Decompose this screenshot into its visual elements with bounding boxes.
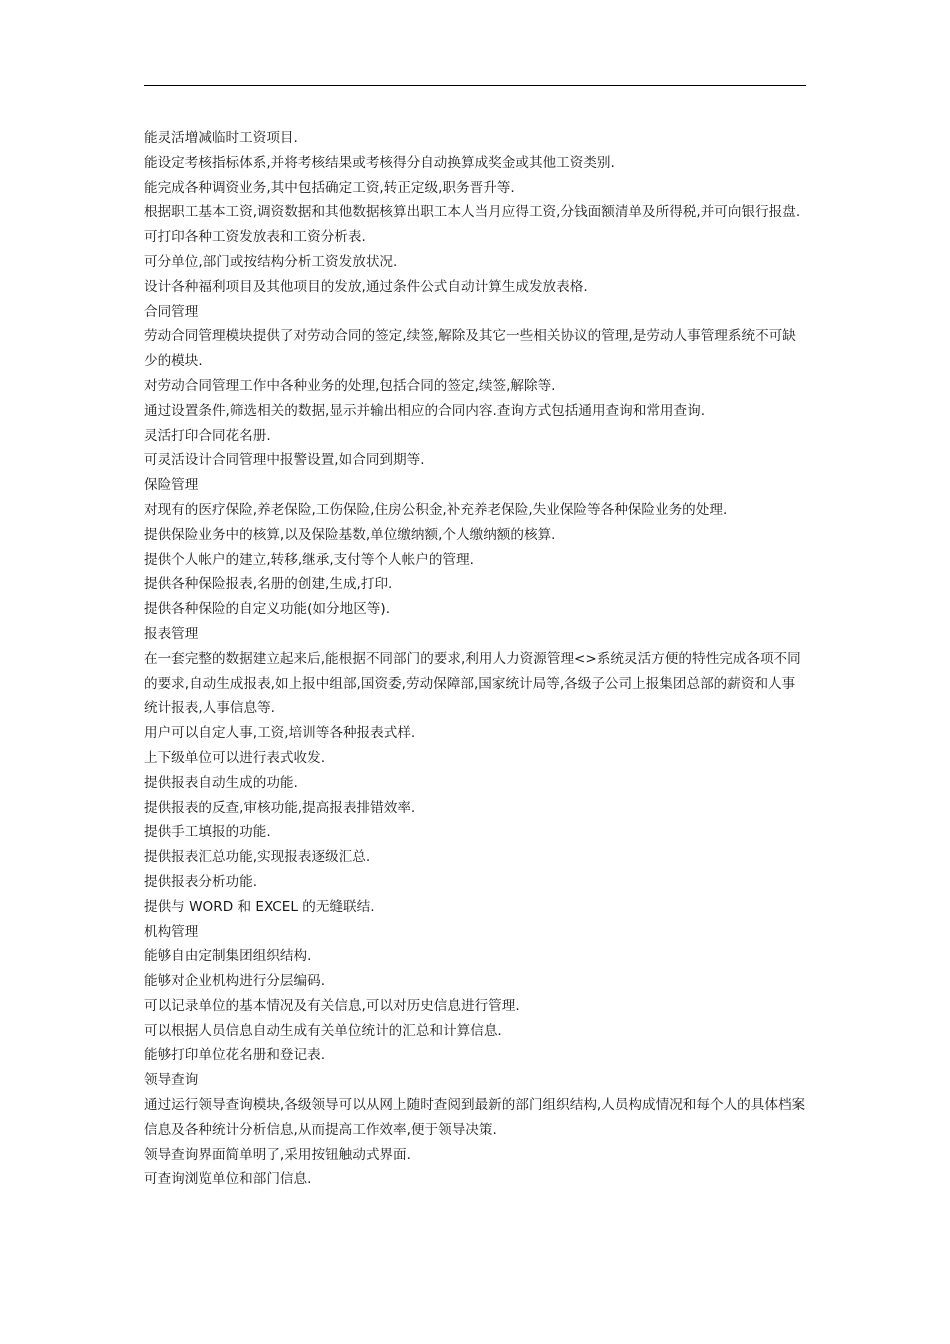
section-heading-organization: 机构管理 [144,923,199,940]
text-line: 提供报表的反查,审核功能,提高报表排错效率. [144,799,416,816]
text-line: 提供各种保险的自定义功能(如分地区等). [144,601,391,618]
text-line: 可查询浏览单位和部门信息. [144,1171,312,1188]
text-line: 根据职工基本工资,调资数据和其他数据核算出职工本人当月应得工资,分钱面额清单及所得税,并可向银行报盘. [144,204,801,221]
text-line: 通过运行领导查询模块,各级领导可以从网上随时查阅到最新的部门组织结构,人员构成情况和每个人的具体档案信息及各种统计分析信息,从而提高工作效率,便于领导决策. [144,1097,806,1138]
text-line: 提供保险业务中的核算,以及保险基数,单位缴纳额,个人缴纳额的核算. [144,526,556,543]
text-line: 提供手工填报的功能. [144,824,271,841]
text-line: 对劳动合同管理工作中各种业务的处理,包括合同的签定,续签,解除等. [144,377,556,394]
text-line: 用户可以自定人事,工资,培训等各种报表式样. [144,725,416,742]
text-line: 可分单位,部门或按结构分析工资发放状况. [144,253,398,270]
section-heading-reports: 报表管理 [144,625,199,642]
text-line: 能设定考核指标体系,并将考核结果或考核得分自动换算成奖金或其他工资类别. [144,154,615,171]
text-line: 领导查询界面简单明了,采用按钮触动式界面. [144,1146,411,1163]
text-line: 提供各种保险报表,名册的创建,生成,打印. [144,576,393,593]
text-line: 能灵活增减临时工资项目. [144,130,298,146]
section-heading-insurance: 保险管理 [144,477,199,494]
text-line: 设计各种福利项目及其他项目的发放,通过条件公式自动计算生成发放表格. [144,278,588,295]
header-rule [144,85,806,86]
text-line: 提供报表分析功能. [144,873,258,890]
text-line: 提供个人帐户的建立,转移,继承,支付等个人帐户的管理. [144,551,474,568]
text-line: 提供报表自动生成的功能. [144,774,298,791]
text-line: 上下级单位可以进行表式收发. [144,749,326,766]
text-line: 能够对企业机构进行分层编码. [144,973,326,990]
text-line: 可以记录单位的基本情况及有关信息,可以对历史信息进行管理. [144,997,520,1014]
text-line: 可灵活设计合同管理中报警设置,如合同到期等. [144,452,425,469]
text-line: 在一套完整的数据建立起来后,能根据不同部门的要求,利用人力资源管理<>系统灵活方便的特性完成各项不同的要求,自动生成报表,如上报中组部,国资委,劳动保障部,国家统计局等,各级子公司上报集团总部的薪资和人事统计报表,人事信息等. [144,650,801,717]
text-line: 可打印各种工资发放表和工资分析表. [144,229,366,246]
text-line: 能够打印单位花名册和登记表. [144,1047,326,1064]
text-line: 能够自由定制集团组织结构. [144,948,312,965]
text-line: 灵活打印合同花名册. [144,427,271,444]
text-line: 提供报表汇总功能,实现报表逐级汇总. [144,849,371,866]
text-line: 可以根据人员信息自动生成有关单位统计的汇总和计算信息. [144,1022,502,1039]
text-line: 提供与 WORD 和 EXCEL 的无缝联结. [144,898,375,915]
section-heading-contract: 合同管理 [144,303,199,320]
document-body [144,126,808,1192]
text-line: 能完成各种调资业务,其中包括确定工资,转正定级,职务晋升等. [144,179,515,196]
text-line: 通过设置条件,筛选相关的数据,显示并输出相应的合同内容.查询方式包括通用查询和常用查询. [144,402,706,419]
text-line: 劳动合同管理模块提供了对劳动合同的签定,续签,解除及其它一些相关协议的管理,是劳动人事管理系统不可缺少的模块. [144,328,796,370]
section-heading-leadership-query: 领导查询 [144,1072,199,1089]
text-line: 对现有的医疗保险,养老保险,工伤保险,住房公积金,补充养老保险,失业保险等各种保险业务的处理. [144,501,728,518]
